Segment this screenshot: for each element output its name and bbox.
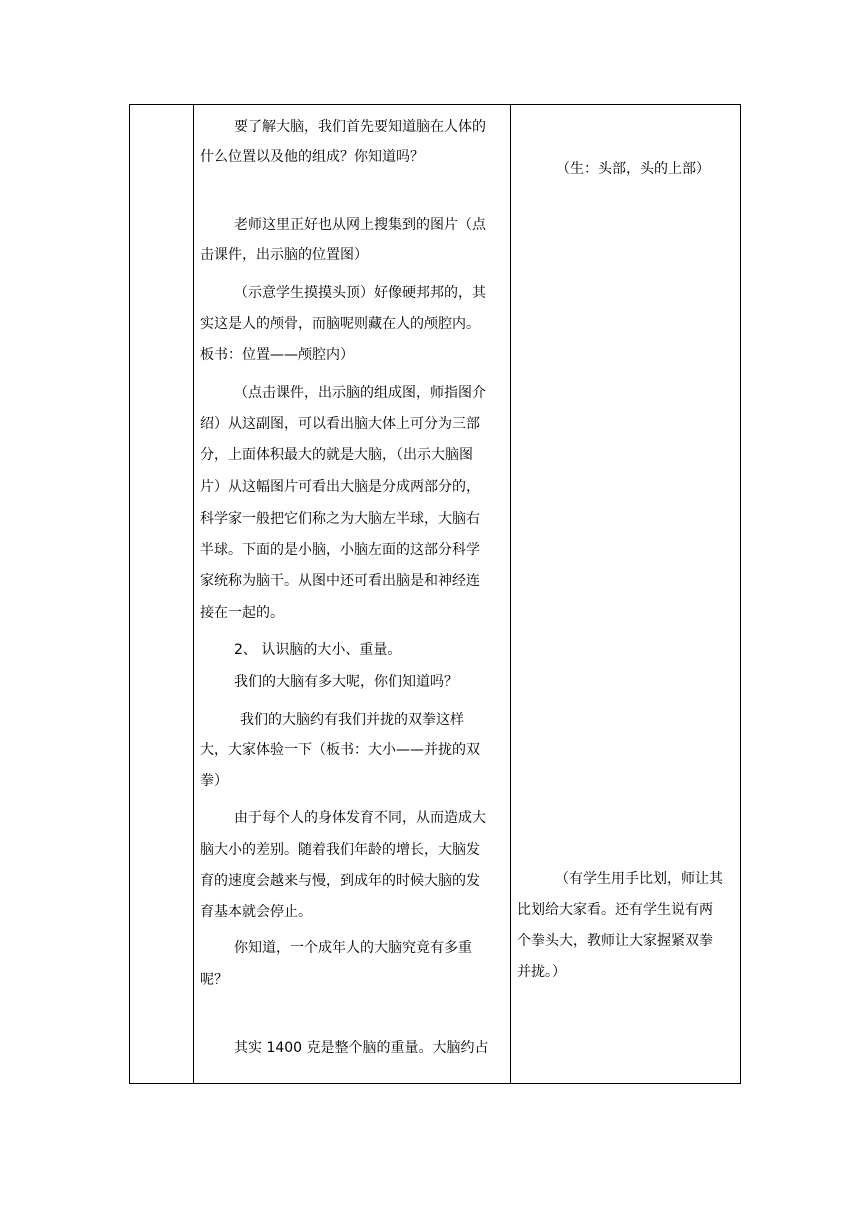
- text-line: 呢？: [200, 972, 228, 988]
- text-line: 绍）从这副图，可以看出脑大体上可分为三部: [200, 416, 480, 432]
- text-line: 接在一起的。: [200, 605, 284, 621]
- text-line: 我们的大脑有多大呢，你们知道吗？: [234, 674, 458, 690]
- text-line: 击课件，出示脑的位置图）: [200, 247, 368, 263]
- note-line: （生：头部，头的上部）: [556, 161, 710, 177]
- text-line: 半球。下面的是小脑，小脑左面的这部分科学: [200, 542, 480, 558]
- section-heading: 2、 认识脑的大小、重量。: [234, 642, 402, 658]
- note-line: （有学生用手比划，师让其: [555, 871, 723, 887]
- teaching-process-cell: [194, 105, 510, 1083]
- text-line: 我们的大脑约有我们并拢的双拳这样: [240, 712, 464, 728]
- text-line: （点击课件，出示脑的组成图，师指图介: [234, 385, 486, 401]
- text-line: 分，上面体积最大的就是大脑，（出示大脑图: [200, 447, 473, 463]
- text-line: 实这是人的颅骨，而脑呢则藏在人的颅腔内。: [200, 316, 480, 332]
- note-line: 比划给大家看。还有学生说有两: [517, 902, 713, 918]
- text-line: 大，大家体验一下（板书：大小——并拢的双: [200, 742, 480, 758]
- note-line: 并拢。）: [517, 964, 566, 980]
- text-line: 科学家一般把它们称之为大脑左半球，大脑右: [200, 511, 480, 527]
- text-line: 要了解大脑，我们首先要知道脑在人体的: [234, 119, 486, 135]
- text-line: 你知道，一个成年人的大脑究竟有多重: [234, 940, 472, 956]
- lesson-plan-table: [129, 104, 741, 1084]
- text-line: 其实 1400 克是整个脑的重量。大脑约占: [234, 1040, 489, 1056]
- text-line: 拳）: [200, 773, 228, 789]
- text-line: 老师这里正好也从网上搜集到的图片（点: [234, 217, 486, 233]
- note-line: 个拳头大，教师让大家握紧双拳: [517, 933, 713, 949]
- text-line: （示意学生摸摸头顶）好像硬邦邦的，其: [234, 285, 486, 301]
- text-line: 由于每个人的身体发育不同，从而造成大: [234, 810, 486, 826]
- text-line: 育的速度会越来与慢，到成年的时候大脑的发: [200, 873, 480, 889]
- text-line: 育基本就会停止。: [200, 904, 312, 920]
- text-line: 什么位置以及他的组成？你知道吗？: [200, 149, 424, 165]
- student-activity-cell: [511, 105, 742, 1083]
- text-line: 片）从这幅图片可看出大脑是分成两部分的，: [200, 479, 480, 495]
- text-line: 脑大小的差别。随着我们年龄的增长，大脑发: [200, 842, 480, 858]
- text-line: 板书：位置——颅腔内）: [200, 347, 354, 363]
- text-line: 家统称为脑干。从图中还可看出脑是和神经连: [200, 573, 480, 589]
